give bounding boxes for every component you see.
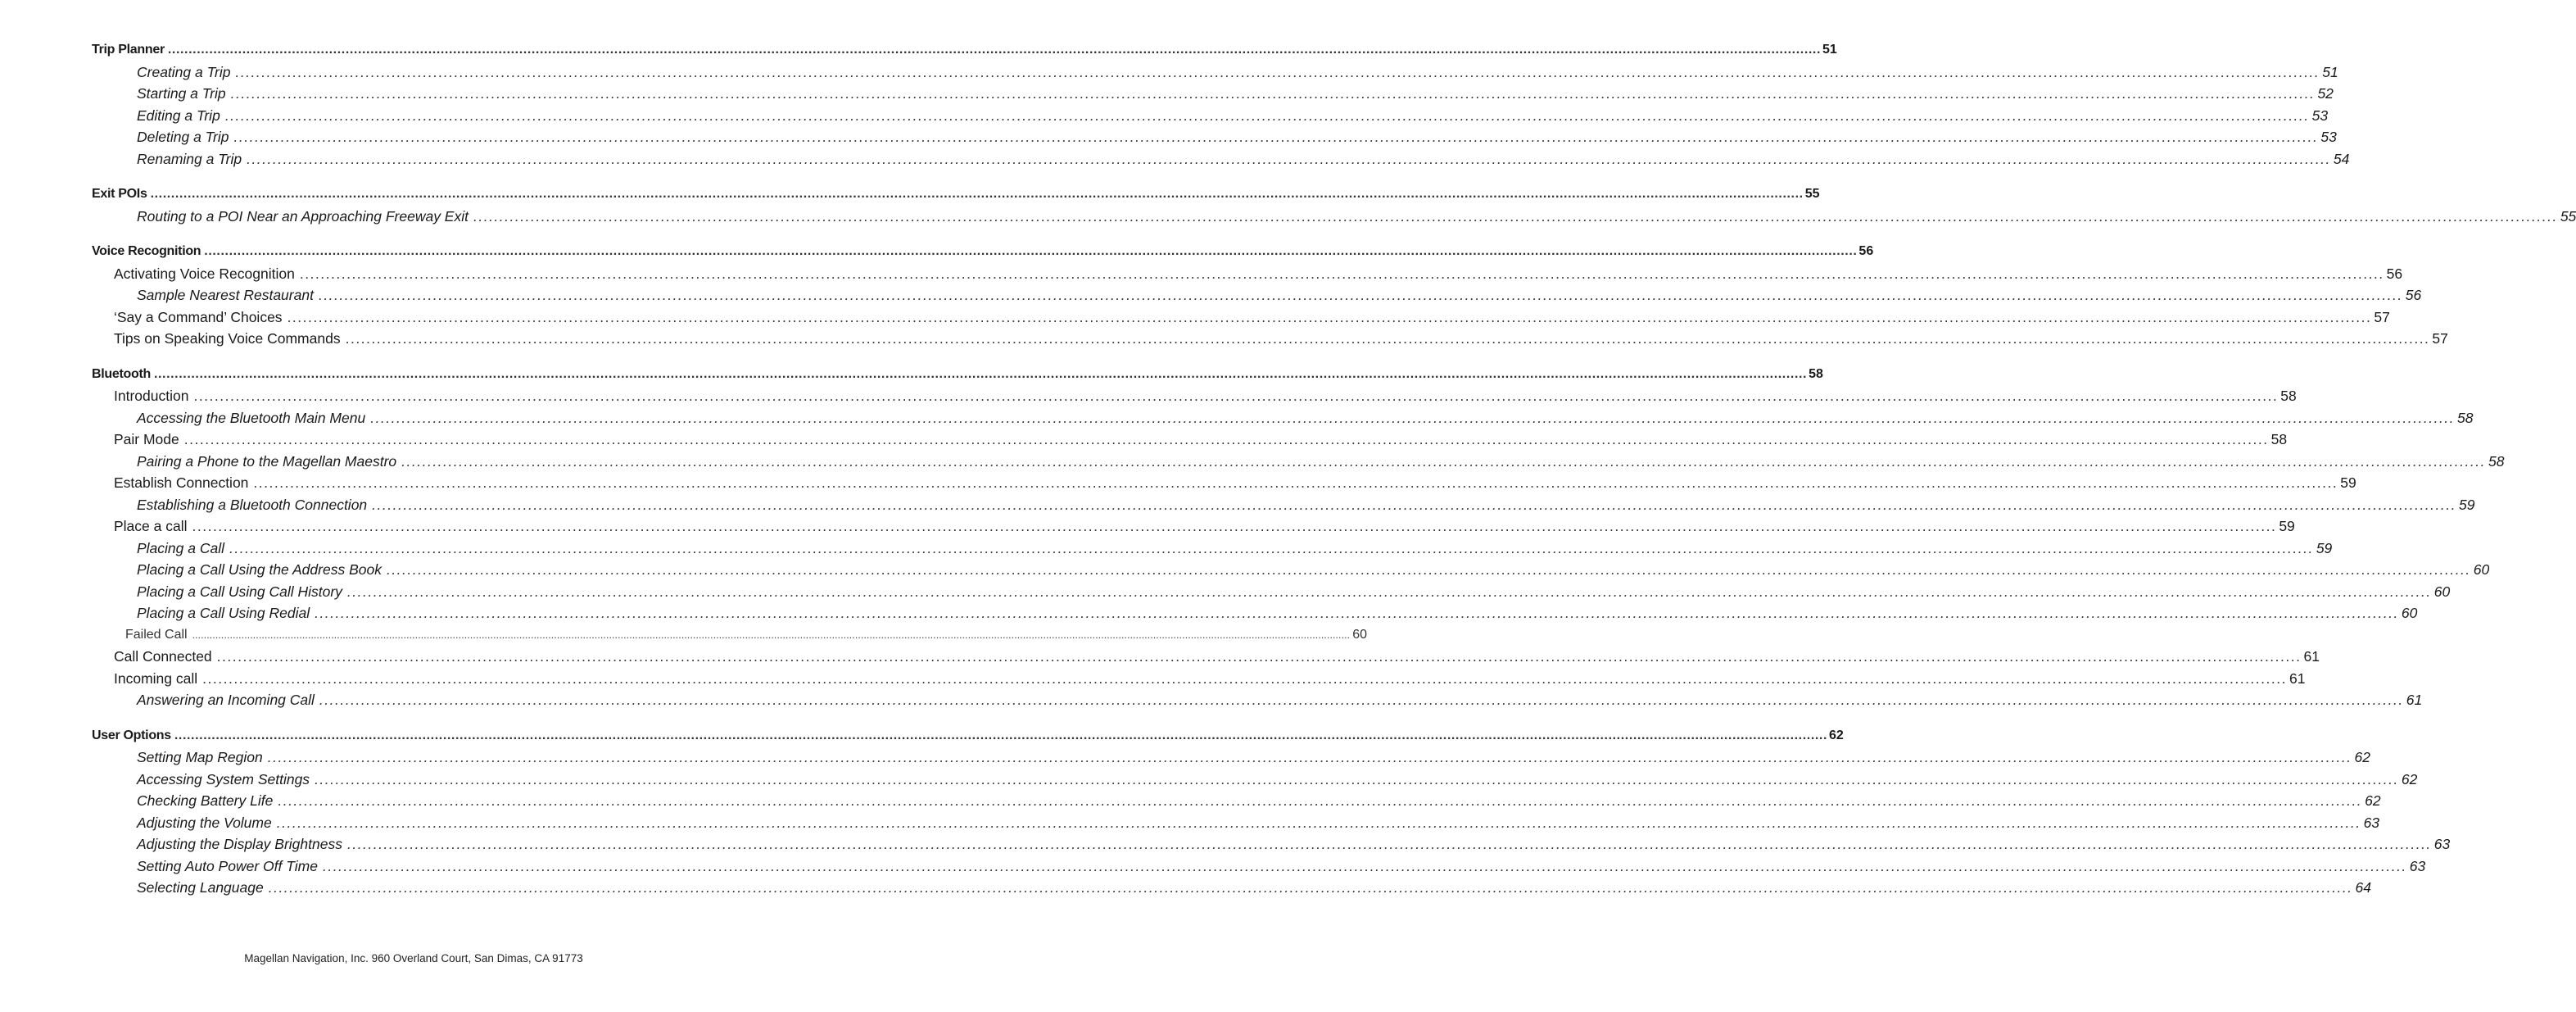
toc-entry[interactable]	[92, 833, 2451, 855]
toc-entry-page-number: 57	[2374, 308, 2390, 325]
dot-leader: ................................................................................................................................................................................................................................................................................................................................................................................................................	[372, 496, 2456, 513]
toc-entry[interactable]	[92, 105, 2329, 127]
dot-leader: ................................................................................................................................................................................................................................................................................................................................................................................................................	[230, 85, 2316, 102]
dot-leader: ................................................................................................................................................................................................................................................................................................................................................................................................................	[204, 244, 1858, 258]
toc-entry[interactable]	[92, 407, 2474, 429]
toc-entry[interactable]	[92, 263, 2403, 285]
dot-leader: ................................................................................................................................................................................................................................................................................................................................................................................................................	[150, 187, 1804, 201]
dot-leader: ................................................................................................................................................................................................................................................................................................................................................................................................................	[192, 629, 1351, 641]
dot-leader: ................................................................................................................................................................................................................................................................................................................................................................................................................	[315, 605, 2399, 621]
toc-entry-label: Sample Nearest Restaurant	[137, 287, 314, 303]
toc-entry[interactable]	[92, 472, 2356, 494]
toc-entry-label: Answering an Incoming Call	[137, 692, 315, 708]
dot-leader: ................................................................................................................................................................................................................................................................................................................................................................................................................	[370, 409, 2456, 426]
dot-leader: ................................................................................................................................................................................................................................................................................................................................................................................................................	[192, 518, 2277, 534]
toc-entry-page-number: 61	[2303, 648, 2320, 665]
toc-entry-label: Voice Recognition	[92, 244, 201, 258]
toc-entry-label: Establishing a Bluetooth Connection	[137, 496, 368, 513]
toc-entry[interactable]	[92, 689, 2423, 711]
toc-entry-label: Adjusting the Display Brightness	[137, 836, 342, 852]
toc-entry-page-number: 62	[1829, 728, 1844, 742]
dot-leader: ................................................................................................................................................................................................................................................................................................................................................................................................................	[318, 287, 2403, 303]
toc-entry-page-number: 63	[2433, 836, 2451, 852]
toc-entry-page-number: 52	[2317, 85, 2334, 102]
toc-entry-page-number: 59	[2459, 496, 2475, 513]
toc-entry-label: Selecting Language	[137, 879, 264, 896]
dot-leader: ................................................................................................................................................................................................................................................................................................................................................................................................................	[216, 648, 2302, 665]
dot-leader: ................................................................................................................................................................................................................................................................................................................................................................................................................	[167, 43, 1821, 57]
toc-entry-label: Setting Auto Power Off Time	[137, 857, 318, 874]
dot-leader: ................................................................................................................................................................................................................................................................................................................................................................................................................	[299, 265, 2384, 282]
toc-entry-page-number: 56	[1858, 244, 1874, 258]
toc-entry[interactable]	[92, 385, 2297, 407]
dot-leader: ................................................................................................................................................................................................................................................................................................................................................................................................................	[174, 728, 1827, 742]
toc-section-heading[interactable]	[92, 184, 1820, 206]
dot-leader: ................................................................................................................................................................................................................................................................................................................................................................................................................	[346, 836, 2432, 852]
toc-entry[interactable]	[92, 877, 2372, 899]
toc-entry-page-number: 51	[2322, 63, 2338, 80]
page-footer: Magellan Navigation, Inc. 960 Overland Court, San Dimas, CA 91773	[244, 952, 583, 964]
toc-entry-page-number: 60	[1352, 627, 1367, 642]
toc-entry-label: Incoming call	[114, 669, 198, 687]
toc-entry-label: Placing a Call Using Redial	[137, 605, 310, 621]
toc-entry-label: Placing a Call	[137, 539, 224, 556]
dot-leader: ................................................................................................................................................................................................................................................................................................................................................................................................................	[278, 792, 2363, 809]
toc-section-heading[interactable]	[92, 241, 1874, 263]
toc-entry[interactable]	[92, 790, 2381, 812]
toc-entry-page-number: 58	[2457, 409, 2474, 426]
toc-entry-page-number: 60	[2473, 561, 2490, 578]
toc-entry[interactable]	[92, 515, 2295, 538]
toc-entry-page-number: 55	[2560, 207, 2576, 225]
toc-entry-page-number: 56	[2405, 287, 2422, 303]
dot-leader: ................................................................................................................................................................................................................................................................................................................................................................................................................	[229, 539, 2314, 556]
toc-entry[interactable]	[92, 668, 2306, 690]
toc-entry[interactable]	[92, 148, 2350, 170]
toc-entry[interactable]	[92, 769, 2418, 791]
toc-entry[interactable]	[92, 855, 2426, 878]
toc-entry-label: Setting Map Region	[137, 749, 263, 765]
toc-entry-label: Exit POIs	[92, 187, 147, 201]
toc-entry-page-number: 62	[2354, 749, 2371, 765]
toc-entry-label: Accessing System Settings	[137, 770, 310, 787]
toc-entry-page-number: 57	[2432, 330, 2448, 347]
toc-entry-label: Establish Connection	[114, 474, 249, 491]
toc-entry[interactable]	[92, 126, 2337, 148]
toc-entry-page-number: 60	[2433, 583, 2451, 600]
toc-entry[interactable]	[92, 747, 2371, 769]
dot-leader: ................................................................................................................................................................................................................................................................................................................................................................................................................	[267, 749, 2352, 765]
table-of-contents	[92, 39, 2576, 899]
dot-leader: ................................................................................................................................................................................................................................................................................................................................................................................................................	[224, 107, 2310, 124]
toc-entry[interactable]	[92, 812, 2380, 834]
toc-entry[interactable]	[92, 306, 2390, 329]
toc-entry-label: Call Connected	[114, 648, 212, 665]
toc-entry-page-number: 61	[2406, 692, 2423, 708]
toc-entry-label: Routing to a POI Near an Approaching Freeway Exit	[137, 207, 469, 225]
toc-entry-label: ‘Say a Command’ Choices	[114, 308, 283, 325]
toc-entry-page-number: 58	[2280, 388, 2297, 404]
toc-entry-label: Renaming a Trip	[137, 150, 242, 167]
toc-entry-label: Creating a Trip	[137, 63, 231, 80]
dot-leader: ................................................................................................................................................................................................................................................................................................................................................................................................................	[315, 770, 2399, 787]
toc-entry-label: Pair Mode	[114, 431, 179, 447]
toc-entry-label: Failed Call	[125, 627, 188, 642]
toc-entry[interactable]	[92, 429, 2288, 451]
toc-entry-label: Introduction	[114, 388, 189, 404]
toc-entry[interactable]	[92, 538, 2333, 560]
toc-entry[interactable]	[92, 451, 2505, 473]
toc-entry-label: Placing a Call Using Call History	[137, 583, 342, 600]
dot-leader: ................................................................................................................................................................................................................................................................................................................................................................................................................	[346, 583, 2432, 600]
toc-entry-page-number: 61	[2289, 669, 2306, 687]
dot-leader: ................................................................................................................................................................................................................................................................................................................................................................................................................	[183, 431, 2269, 447]
dot-leader: ................................................................................................................................................................................................................................................................................................................................................................................................................	[322, 857, 2407, 874]
dot-leader: ................................................................................................................................................................................................................................................................................................................................................................................................................	[233, 129, 2319, 145]
dot-leader: ................................................................................................................................................................................................................................................................................................................................................................................................................	[253, 474, 2338, 491]
dot-leader: ................................................................................................................................................................................................................................................................................................................................................................................................................	[268, 879, 2353, 896]
toc-entry-label: Bluetooth	[92, 366, 151, 381]
toc-entry-page-number: 54	[2333, 150, 2350, 167]
toc-entry[interactable]	[92, 61, 2338, 84]
dot-leader: ................................................................................................................................................................................................................................................................................................................................................................................................................	[473, 207, 2558, 225]
toc-section-heading[interactable]	[92, 364, 1823, 386]
toc-entry-page-number: 56	[2386, 265, 2403, 282]
toc-entry-page-number: 55	[1804, 187, 1820, 201]
dot-leader: ................................................................................................................................................................................................................................................................................................................................................................................................................	[193, 388, 2279, 404]
toc-entry-label: Trip Planner	[92, 43, 165, 57]
dot-leader: ................................................................................................................................................................................................................................................................................................................................................................................................................	[319, 692, 2404, 708]
dot-leader: ................................................................................................................................................................................................................................................................................................................................................................................................................	[153, 366, 1808, 381]
toc-entry-label: Starting a Trip	[137, 85, 226, 102]
toc-entry-page-number: 63	[2409, 857, 2426, 874]
dot-leader: ................................................................................................................................................................................................................................................................................................................................................................................................................	[202, 669, 2287, 687]
toc-entry-page-number: 51	[1822, 43, 1837, 57]
toc-entry[interactable]	[92, 206, 2576, 228]
toc-entry[interactable]	[92, 284, 2422, 306]
toc-entry-label: Accessing the Bluetooth Main Menu	[137, 409, 366, 426]
toc-entry[interactable]	[92, 581, 2451, 603]
toc-entry-label: Checking Battery Life	[137, 792, 274, 809]
toc-entry[interactable]	[92, 602, 2418, 624]
toc-entry-page-number: 53	[2311, 107, 2329, 124]
toc-entry[interactable]	[92, 559, 2490, 581]
toc-entry-label: Editing a Trip	[137, 107, 220, 124]
toc-entry-label: Tips on Speaking Voice Commands	[114, 330, 341, 347]
toc-entry-page-number: 59	[2316, 539, 2333, 556]
dot-leader: ................................................................................................................................................................................................................................................................................................................................................................................................................	[401, 452, 2486, 470]
toc-entry-page-number: 62	[2365, 792, 2381, 809]
toc-entry-label: Pairing a Phone to the Magellan Maestro	[137, 452, 397, 470]
toc-entry-page-number: 62	[2401, 770, 2418, 787]
dot-leader: ................................................................................................................................................................................................................................................................................................................................................................................................................	[276, 814, 2361, 831]
toc-entry-page-number: 60	[2401, 605, 2418, 621]
toc-entry-page-number: 53	[2320, 129, 2337, 145]
toc-entry-page-number: 58	[2488, 452, 2505, 470]
dot-leader: ................................................................................................................................................................................................................................................................................................................................................................................................................	[345, 330, 2430, 347]
toc-entry-label: Adjusting the Volume	[137, 814, 272, 831]
dot-leader: ................................................................................................................................................................................................................................................................................................................................................................................................................	[247, 150, 2331, 167]
toc-entry-label: Activating Voice Recognition	[114, 265, 295, 282]
toc-entry-label: Placing a Call Using the Address Book	[137, 561, 382, 578]
toc-entry-label: User Options	[92, 728, 171, 742]
toc-entry[interactable]	[92, 494, 2475, 516]
toc-entry-page-number: 59	[2340, 474, 2356, 491]
dot-leader: ................................................................................................................................................................................................................................................................................................................................................................................................................	[287, 308, 2372, 325]
toc-entry[interactable]	[92, 83, 2334, 105]
dot-leader: ................................................................................................................................................................................................................................................................................................................................................................................................................	[235, 63, 2320, 80]
toc-entry[interactable]	[92, 624, 1367, 647]
toc-entry-page-number: 58	[1809, 366, 1823, 381]
toc-section-heading[interactable]	[92, 39, 1837, 61]
toc-entry[interactable]	[92, 328, 2448, 350]
toc-entry[interactable]	[92, 646, 2320, 668]
toc-entry-page-number: 63	[2363, 814, 2380, 831]
toc-entry-page-number: 58	[2270, 431, 2288, 447]
toc-entry-page-number: 64	[2355, 879, 2372, 896]
toc-entry-page-number: 59	[2279, 518, 2295, 534]
toc-entry-label: Deleting a Trip	[137, 129, 229, 145]
toc-entry-label: Place a call	[114, 518, 188, 534]
dot-leader: ................................................................................................................................................................................................................................................................................................................................................................................................................	[386, 561, 2471, 578]
toc-section-heading[interactable]	[92, 725, 1844, 747]
